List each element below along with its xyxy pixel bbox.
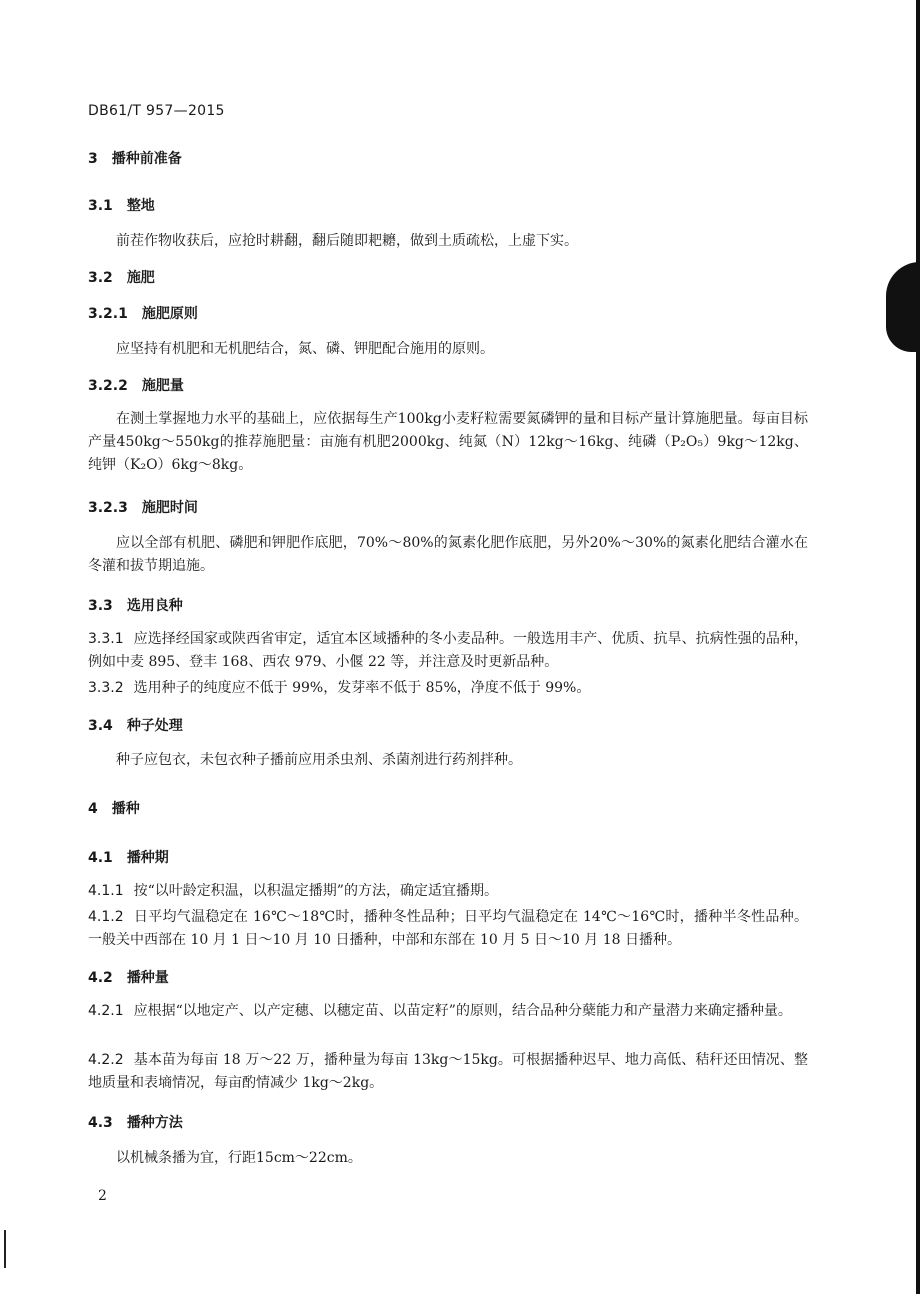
heading-number: 3.4 (88, 718, 113, 734)
heading-number: 3.2.1 (88, 306, 128, 322)
scan-binding-mark (886, 262, 920, 352)
paragraph-3-1: 前茬作物收获后，应抢时耕翻，翻后随即耙耱，做到土质疏松，上虚下实。 (116, 233, 578, 249)
page-number: 2 (98, 1188, 107, 1204)
clause-text: 选用种子的纯度应不低于 99%，发芽率不低于 85%，净度不低于 99%。 (133, 680, 591, 696)
clause-number: 3.3.2 (88, 680, 124, 696)
heading-3-1 (88, 195, 155, 215)
heading-title: 播种期 (126, 850, 169, 866)
heading-3-2-2 (88, 375, 184, 395)
paragraph-3-2-2: 在测土掌握地力水平的基础上，应依据每生产100kg小麦籽粒需要氮磷钾的量和目标产量计算施肥量。每亩目标产量450kg～550kg的推荐施肥量：亩施有机肥2000kg、纯氮（N）12kg～16kg、纯磷（P₂O₅）9kg～12kg、纯钾（K₂O）6kg～8kg。 (88, 411, 808, 473)
heading-number: 3.3 (88, 598, 113, 614)
clause-4-2-2 (88, 1049, 808, 1095)
heading-3-2-3 (88, 497, 198, 517)
scan-left-mark (4, 1230, 6, 1268)
clause-3-3-2 (88, 677, 808, 700)
heading-title: 播种 (111, 801, 140, 817)
clause-4-2-1 (88, 1000, 808, 1023)
heading-number: 4.1 (88, 850, 113, 866)
clause-number: 4.1.2 (88, 909, 124, 925)
heading-4-3 (88, 1112, 183, 1132)
clause-text: 应选择经国家或陕西省审定，适宜本区域播种的冬小麦品种。一般选用丰产、优质、抗旱、抗病性强的品种，例如中麦 895、登丰 168、西农 979、小偃 22 等，并注意及时更新品种。 (88, 631, 808, 670)
heading-4-1 (88, 847, 169, 867)
heading-title: 播种量 (126, 970, 169, 986)
clause-number: 4.1.1 (88, 883, 124, 899)
heading-number: 4 (88, 801, 98, 817)
paragraph-3-2-1: 应坚持有机肥和无机肥结合，氮、磷、钾肥配合施用的原则。 (116, 341, 494, 357)
heading-title: 种子处理 (126, 718, 183, 734)
heading-3-3 (88, 595, 183, 615)
heading-title: 施肥时间 (141, 500, 198, 516)
heading-3-4 (88, 715, 183, 735)
clause-text: 基本苗为每亩 18 万～22 万，播种量为每亩 13kg～15kg。可根据播种迟早、地力高低、秸秆还田情况、整地质量和表墒情况，每亩酌情减少 1kg～2kg。 (88, 1052, 808, 1091)
heading-4-2 (88, 967, 169, 987)
heading-title: 施肥量 (141, 378, 184, 394)
heading-3-2 (88, 267, 155, 287)
heading-number: 3.1 (88, 198, 113, 214)
heading-3 (88, 148, 182, 168)
clause-4-1-2 (88, 906, 808, 952)
clause-text: 日平均气温稳定在 16℃～18℃时，播种冬性品种；日平均气温稳定在 14℃～16℃时，播种半冬性品种。一般关中西部在 10 月 1 日～10 月 10 日播种，中部和东部在 10 月 5 日～10 月 18 日播种。 (88, 909, 808, 948)
heading-4 (88, 798, 140, 818)
paragraph-4-3: 以机械条播为宜，行距15cm～22cm。 (116, 1150, 362, 1166)
paragraph-3-4: 种子应包衣，未包衣种子播前应用杀虫剂、杀菌剂进行药剂拌种。 (116, 752, 522, 768)
clause-number: 4.2.2 (88, 1052, 124, 1068)
heading-number: 3.2.2 (88, 378, 128, 394)
heading-number: 3.2 (88, 270, 113, 286)
heading-number: 3 (88, 151, 98, 167)
clause-4-1-1 (88, 880, 808, 903)
heading-title: 播种方法 (126, 1115, 183, 1131)
heading-number: 3.2.3 (88, 500, 128, 516)
standard-code: DB61/T 957—2015 (88, 103, 225, 119)
clause-text: 应根据“以地定产、以产定穗、以穗定苗、以苗定籽”的原则，结合品种分蘖能力和产量潜力来确定播种量。 (133, 1003, 792, 1019)
scan-edge-shadow (916, 0, 920, 1294)
heading-title: 选用良种 (126, 598, 183, 614)
heading-title: 播种前准备 (111, 151, 182, 167)
clause-3-3-1 (88, 628, 808, 674)
heading-number: 4.2 (88, 970, 113, 986)
heading-title: 施肥 (126, 270, 155, 286)
clause-number: 4.2.1 (88, 1003, 124, 1019)
heading-title: 施肥原则 (141, 306, 198, 322)
heading-number: 4.3 (88, 1115, 113, 1131)
paragraph-3-2-3: 应以全部有机肥、磷肥和钾肥作底肥，70%～80%的氮素化肥作底肥，另外20%～30%的氮素化肥结合灌水在冬灌和拔节期追施。 (88, 535, 808, 574)
clause-text: 按“以叶龄定积温，以积温定播期”的方法，确定适宜播期。 (133, 883, 498, 899)
clause-number: 3.3.1 (88, 631, 124, 647)
heading-3-2-1 (88, 303, 198, 323)
heading-title: 整地 (126, 198, 155, 214)
